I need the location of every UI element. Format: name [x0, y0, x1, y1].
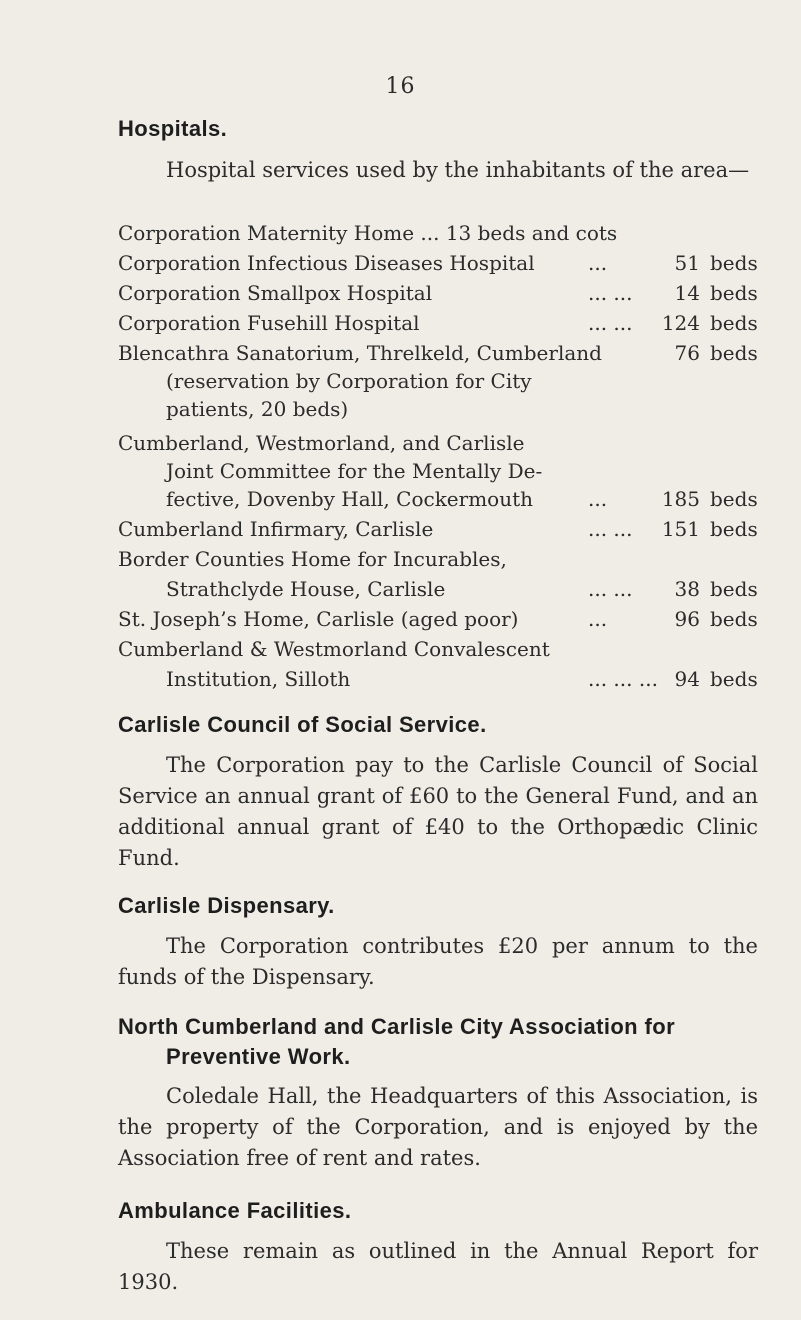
hospital-row-continuation: Institution, Silloth ... ... ... 94 beds — [166, 667, 758, 691]
hospitals-heading: Hospitals. — [118, 116, 228, 141]
hospital-row-dovenby: Cumberland, Westmorland, and Carlisle — [118, 431, 525, 455]
hospital-maternity-text: Corporation Maternity Home ... 13 beds and cots — [118, 221, 618, 245]
hospital-row-st-joseph: St. Joseph’s Home, Carlisle (aged poor) ... 96 beds — [118, 607, 758, 631]
hospital-row-border: Border Counties Home for Incurables, — [118, 547, 507, 571]
hospital-row-infirmary: Cumberland Infirmary, Carlisle ... ... 151 beds — [118, 517, 758, 541]
association-heading-line1: North Cumberland and Carlisle City Association for — [118, 1014, 676, 1039]
hospital-row-continuation: Joint Committee for the Mentally De- — [166, 459, 543, 483]
page-number: 16 — [385, 74, 416, 99]
hospital-row-convalescent: Cumberland & Westmorland Convalescent — [118, 637, 550, 661]
association-heading-line2: Preventive Work. — [166, 1044, 351, 1069]
hospital-row-continuation: patients, 20 beds) — [166, 397, 349, 421]
hospital-row: Corporation Smallpox Hospital ... ... 14 beds — [118, 281, 758, 305]
hospital-row: Corporation Fusehill Hospital ... ... 124 beds — [118, 311, 758, 335]
hospital-row: Corporation Infectious Diseases Hospital ... 51 beds — [118, 251, 758, 275]
ambulance-paragraph: These remain as outlined in the Annual Report for 1930. — [118, 1239, 758, 1294]
dispensary-heading: Carlisle Dispensary. — [118, 893, 335, 918]
council-paragraph: The Corporation pay to the Carlisle Council of Social Service an annual grant of £60 to the General Fund, and an additional annual grant of £40 to the Orthopædic Clinic Fund. — [118, 753, 758, 870]
ambulance-heading: Ambulance Facilities. — [118, 1198, 352, 1223]
council-heading: Carlisle Council of Social Service. — [118, 712, 487, 737]
hospitals-intro: Hospital services used by the inhabitants of the area— — [166, 158, 750, 182]
hospital-row-continuation: fective, Dovenby Hall, Cockermouth ... 185 beds — [166, 487, 758, 511]
hospital-row-continuation: Strathclyde House, Carlisle ... ... 38 beds — [166, 577, 758, 601]
hospital-row-continuation: (reservation by Corporation for City — [166, 369, 532, 393]
hospital-row-maternity — [118, 218, 768, 248]
hospital-row-blencathra: Blencathra Sanatorium, Threlkeld, Cumberland 76 beds — [118, 341, 758, 365]
association-paragraph: Coledale Hall, the Headquarters of this Association, is the property of the Corporation, and is enjoyed by the Association free of rent and rates. — [118, 1084, 758, 1170]
dispensary-paragraph: The Corporation contributes £20 per annum to the funds of the Dispensary. — [118, 934, 758, 989]
